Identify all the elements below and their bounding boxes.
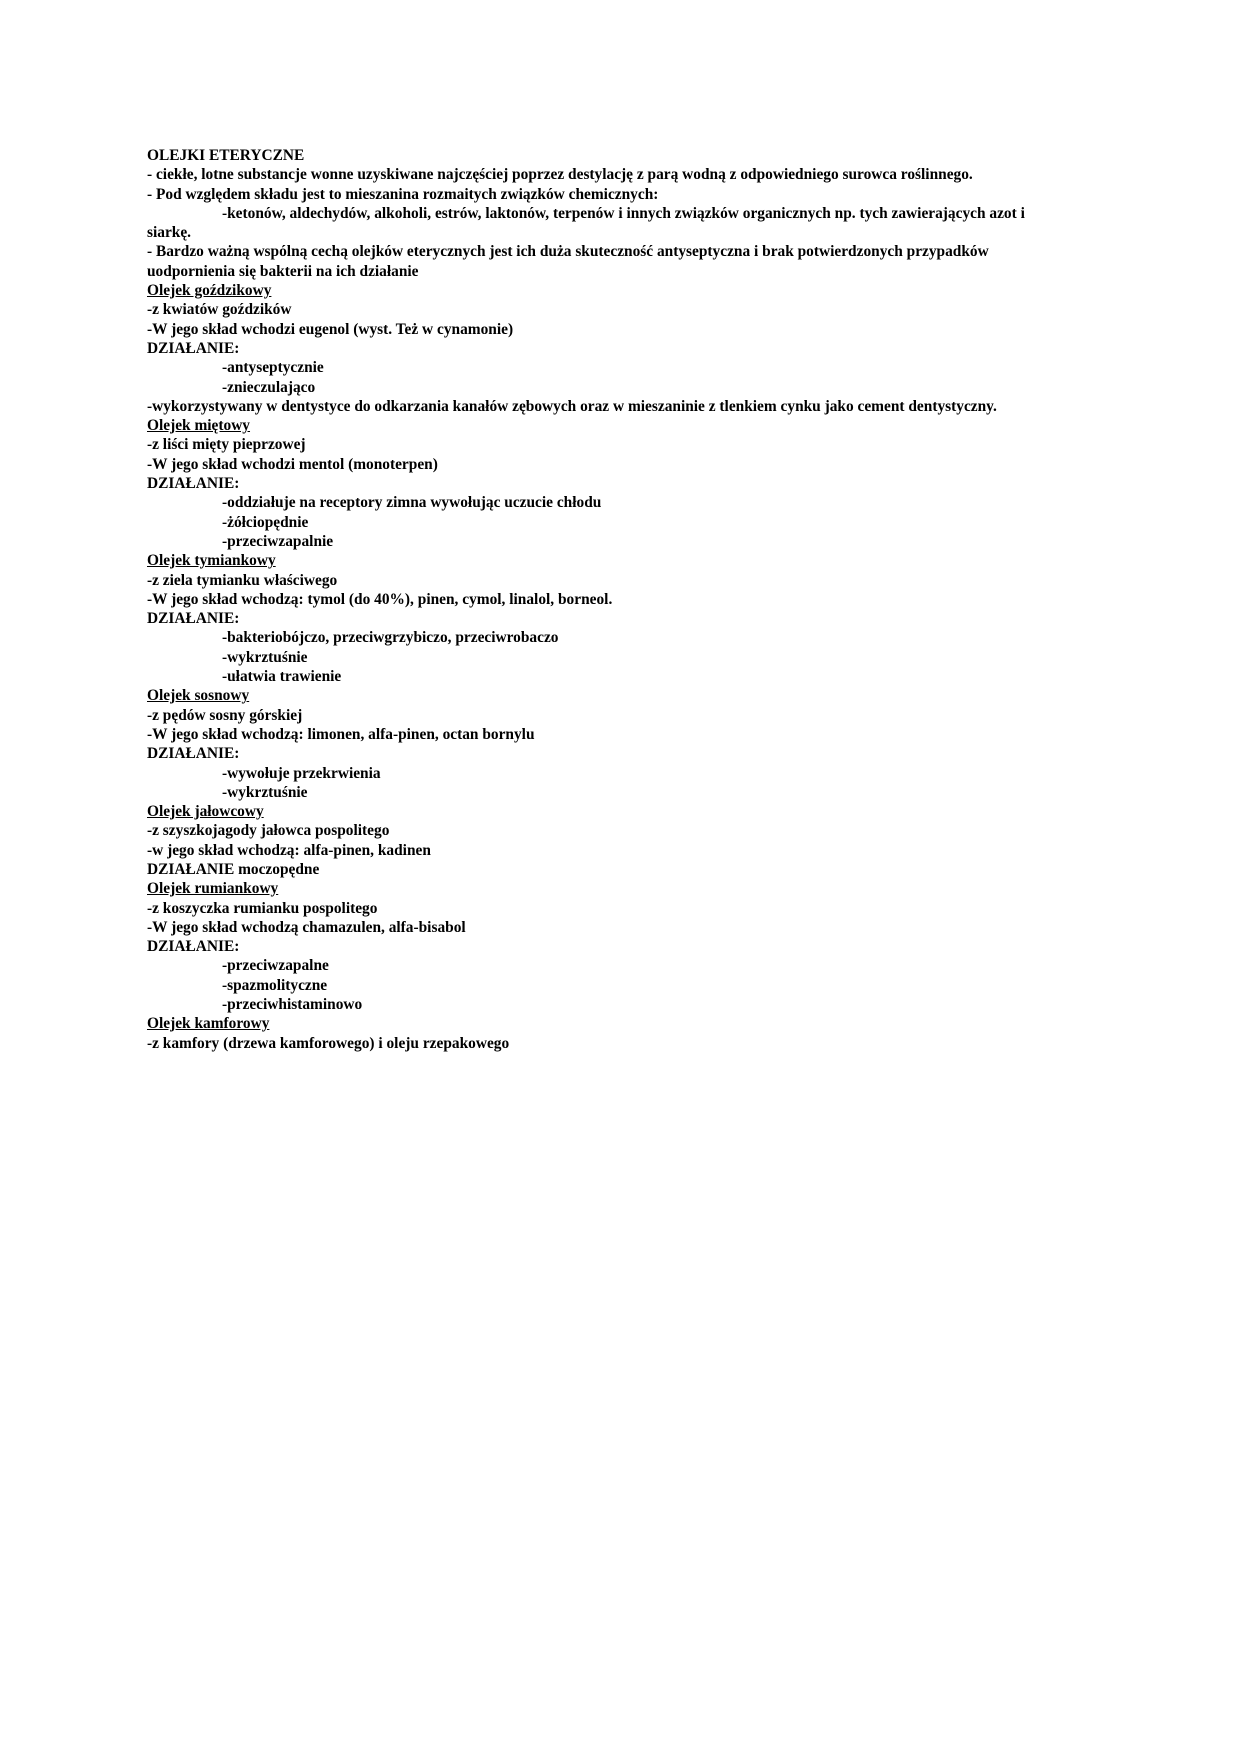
section-action-item: -przeciwzapalne xyxy=(222,957,329,975)
section-action-label: DZIAŁANIE: xyxy=(147,475,240,493)
section-note: -wykorzystywany w dentystyce do odkarzania kanałów zębowych oraz w mieszaninie z tlenkiem cynku jako cement dentystyczny. xyxy=(147,397,997,415)
section-source: -z szyszkojagody jałowca pospolitego xyxy=(147,822,390,840)
intro-paragraph: - ciekłe, lotne substancje wonne uzyskiwane najczęściej poprzez destylację z parą wodną z odpowiedniego surowca roślinnego. xyxy=(147,166,973,184)
section-action-item: -oddziałuje na receptory zimna wywołując uczucie chłodu xyxy=(222,494,602,512)
document-title: OLEJKI ETERYCZNE xyxy=(147,147,305,164)
intro-paragraph: - Pod względem składu jest to mieszanina rozmaitych związków chemicznych: xyxy=(147,185,659,203)
intro-paragraph: - Bardzo ważną wspólną cechą olejków eterycznych jest ich duża skuteczność antyseptyczna i brak potwierdzonych przypadków uodpornienia się bakterii na ich działanie xyxy=(147,243,989,280)
section-composition: -w jego skład wchodzą: alfa-pinen, kadinen xyxy=(147,841,431,859)
section-action-item: -przeciwzapalnie xyxy=(222,532,334,550)
section-source: -z kamfory (drzewa kamforowego) i oleju rzepakowego xyxy=(147,1034,510,1052)
section-action-item: -żółciopędnie xyxy=(222,513,309,531)
section-heading: Olejek kamforowy xyxy=(147,1015,270,1033)
section-action-item: -wykrztuśnie xyxy=(222,783,308,801)
section-source: -z ziela tymianku właściwego xyxy=(147,571,338,589)
intro-paragraph xyxy=(147,204,1067,243)
section-heading: Olejek miętowy xyxy=(147,417,251,435)
section-action-label: DZIAŁANIE: xyxy=(147,938,240,956)
section-source: -z pędów sosny górskiej xyxy=(147,706,303,724)
intro-list-text: -ketonów, aldechydów, alkoholi, estrów, laktonów, terpenów i innych związków organicznych np. tych zawierających azot i siarkę. xyxy=(147,204,1025,242)
section-source: -z koszyczka rumianku pospolitego xyxy=(147,899,378,917)
section-heading: Olejek sosnowy xyxy=(147,687,250,705)
section-action-item: -znieczulająco xyxy=(222,378,316,396)
section-composition: -W jego skład wchodzą chamazulen, alfa-bisabol xyxy=(147,918,466,936)
section-heading: Olejek goździkowy xyxy=(147,282,272,300)
section-action-item: -bakteriobójczo, przeciwgrzybiczo, przeciwrobaczo xyxy=(222,629,559,647)
section-action-item: -ułatwia trawienie xyxy=(222,668,342,686)
section-action-item: -wykrztuśnie xyxy=(222,648,308,666)
section-action-inline: DZIAŁANIE moczopędne xyxy=(147,860,320,878)
section-action-item: -przeciwhistaminowo xyxy=(222,996,363,1014)
section-action-item: -spazmolityczne xyxy=(222,976,328,994)
section-source: -z kwiatów goździków xyxy=(147,301,292,319)
section-heading: Olejek tymiankowy xyxy=(147,552,276,570)
section-action-label: DZIAŁANIE: xyxy=(147,745,240,763)
section-action-item: -antyseptycznie xyxy=(222,359,324,377)
section-action-label: DZIAŁANIE: xyxy=(147,339,240,357)
section-action-label: DZIAŁANIE: xyxy=(147,610,240,628)
section-composition: -W jego skład wchodzą: tymol (do 40%), pinen, cymol, linalol, borneol. xyxy=(147,590,613,608)
section-heading: Olejek rumiankowy xyxy=(147,880,279,898)
section-action-item: -wywołuje przekrwienia xyxy=(222,764,381,782)
section-composition: -W jego skład wchodzą: limonen, alfa-pinen, octan bornylu xyxy=(147,725,535,743)
section-heading: Olejek jałowcowy xyxy=(147,803,264,821)
section-source: -z liści mięty pieprzowej xyxy=(147,436,306,454)
section-composition: -W jego skład wchodzi mentol (monoterpen) xyxy=(147,455,438,473)
section-composition: -W jego skład wchodzi eugenol (wyst. Też w cynamonie) xyxy=(147,320,514,338)
document-body xyxy=(147,146,1067,1053)
